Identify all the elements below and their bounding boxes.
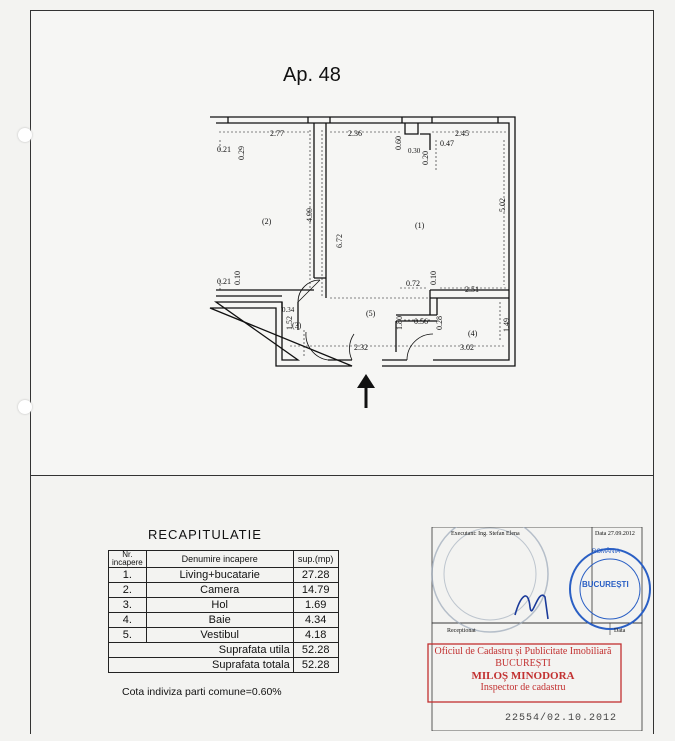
dim-label: 4.99 xyxy=(305,208,314,222)
dim-label: 0.30 xyxy=(408,147,421,155)
certificate-seal-icon xyxy=(432,527,548,632)
recap-title: RECAPITULATIE xyxy=(148,527,262,542)
dim-label: 1.49 xyxy=(502,318,511,332)
cell-name: Camera xyxy=(146,583,293,598)
dim-label: 0.28 xyxy=(435,316,444,330)
cell-sup: 27.28 xyxy=(293,568,338,583)
dim-label: 0.60 xyxy=(394,136,403,150)
ocpi-role: Inspector de cadastru xyxy=(480,682,566,693)
table-row-util xyxy=(109,643,339,658)
cell-nr: 4. xyxy=(109,613,147,628)
header-name: Denumire incapere xyxy=(146,551,293,568)
cell-sup: 4.34 xyxy=(293,613,338,628)
header-sup: sup.(mp) xyxy=(293,551,338,568)
table-row xyxy=(109,598,339,613)
dim-label: 2.36 xyxy=(348,129,362,138)
ocpi-inspector: MILOȘ MINODORA xyxy=(471,670,575,682)
dim-label: 0.21 xyxy=(217,145,231,154)
dim-label: 0.21 xyxy=(217,277,231,286)
dim-label: 0.72 xyxy=(406,279,420,288)
table-row xyxy=(109,613,339,628)
cell-name: Baie xyxy=(146,613,293,628)
bucuresti-seal-icon xyxy=(570,549,650,629)
header-nr: Nr. incapere xyxy=(109,551,147,568)
room-label: (1) xyxy=(415,221,425,230)
entrance-arrow-icon xyxy=(357,374,375,408)
cell-sup: 1.69 xyxy=(293,598,338,613)
dim-label: 2.32 xyxy=(354,343,368,352)
ocpi-office: Oficiul de Cadastru și Publicitate Imobiliară xyxy=(434,646,612,657)
dim-label: 0.10 xyxy=(429,271,438,285)
seal-country: ROMÂNIA xyxy=(592,549,621,555)
dim-label: 0.56 xyxy=(414,317,428,326)
dim-label: 2.45 xyxy=(455,129,469,138)
dim-label: 0.47 xyxy=(440,139,454,148)
room-label: (4) xyxy=(468,329,478,338)
cell-nr: 1. xyxy=(109,568,147,583)
dim-label: 0.29 xyxy=(237,146,246,160)
cell-name: Living+bucatarie xyxy=(146,568,293,583)
room-label: (2) xyxy=(262,217,272,226)
dim-label: 1.52 xyxy=(285,316,294,330)
dim-label: 0.10 xyxy=(233,271,242,285)
receptionat-label: Receptionat xyxy=(447,628,476,634)
dim-label: 6.72 xyxy=(335,234,344,248)
util-value: 52.28 xyxy=(293,643,338,658)
table-row xyxy=(109,568,339,583)
executant-label: Executant: Ing. Stefan Elena xyxy=(451,531,520,537)
cell-nr: 5. xyxy=(109,628,147,643)
ocpi-city: BUCUREȘTI xyxy=(495,658,551,669)
cell-name: Vestibul xyxy=(146,628,293,643)
room-label: (3) xyxy=(292,321,302,330)
cell-name: Hol xyxy=(146,598,293,613)
dim-label: 2.77 xyxy=(270,129,284,138)
dim-label: 0.34 xyxy=(282,306,295,314)
date-label: Data 27.09.2012 xyxy=(595,531,635,537)
total-value: 52.28 xyxy=(293,658,338,673)
table-row xyxy=(109,628,339,643)
dim-label: 2.51 xyxy=(465,285,479,294)
dim-label: 0.20 xyxy=(421,151,430,165)
dim-label: 1.80 xyxy=(395,316,404,330)
table-header-row xyxy=(109,551,339,568)
dim-label: 5.02 xyxy=(498,198,507,212)
total-label: Suprafata totala xyxy=(109,658,294,673)
apartment-title: Ap. 48 xyxy=(283,64,341,86)
table-row xyxy=(109,583,339,598)
util-label: Suprafata utila xyxy=(109,643,294,658)
room-label: (5) xyxy=(366,309,376,318)
cell-nr: 2. xyxy=(109,583,147,598)
dim-label: 3.02 xyxy=(460,343,474,352)
ocpi-stamp-text xyxy=(428,646,618,694)
date-small-label: Data xyxy=(614,628,626,634)
seal-city: BUCUREȘTI xyxy=(582,580,629,589)
registration-number: 22554/02.10.2012 xyxy=(505,713,618,724)
cell-sup: 14.79 xyxy=(293,583,338,598)
cell-nr: 3. xyxy=(109,598,147,613)
table-row-total xyxy=(109,658,339,673)
cell-sup: 4.18 xyxy=(293,628,338,643)
recap-table xyxy=(108,550,339,673)
cota-indiviza: Cota indiviza parti comune=0.60% xyxy=(122,686,282,698)
